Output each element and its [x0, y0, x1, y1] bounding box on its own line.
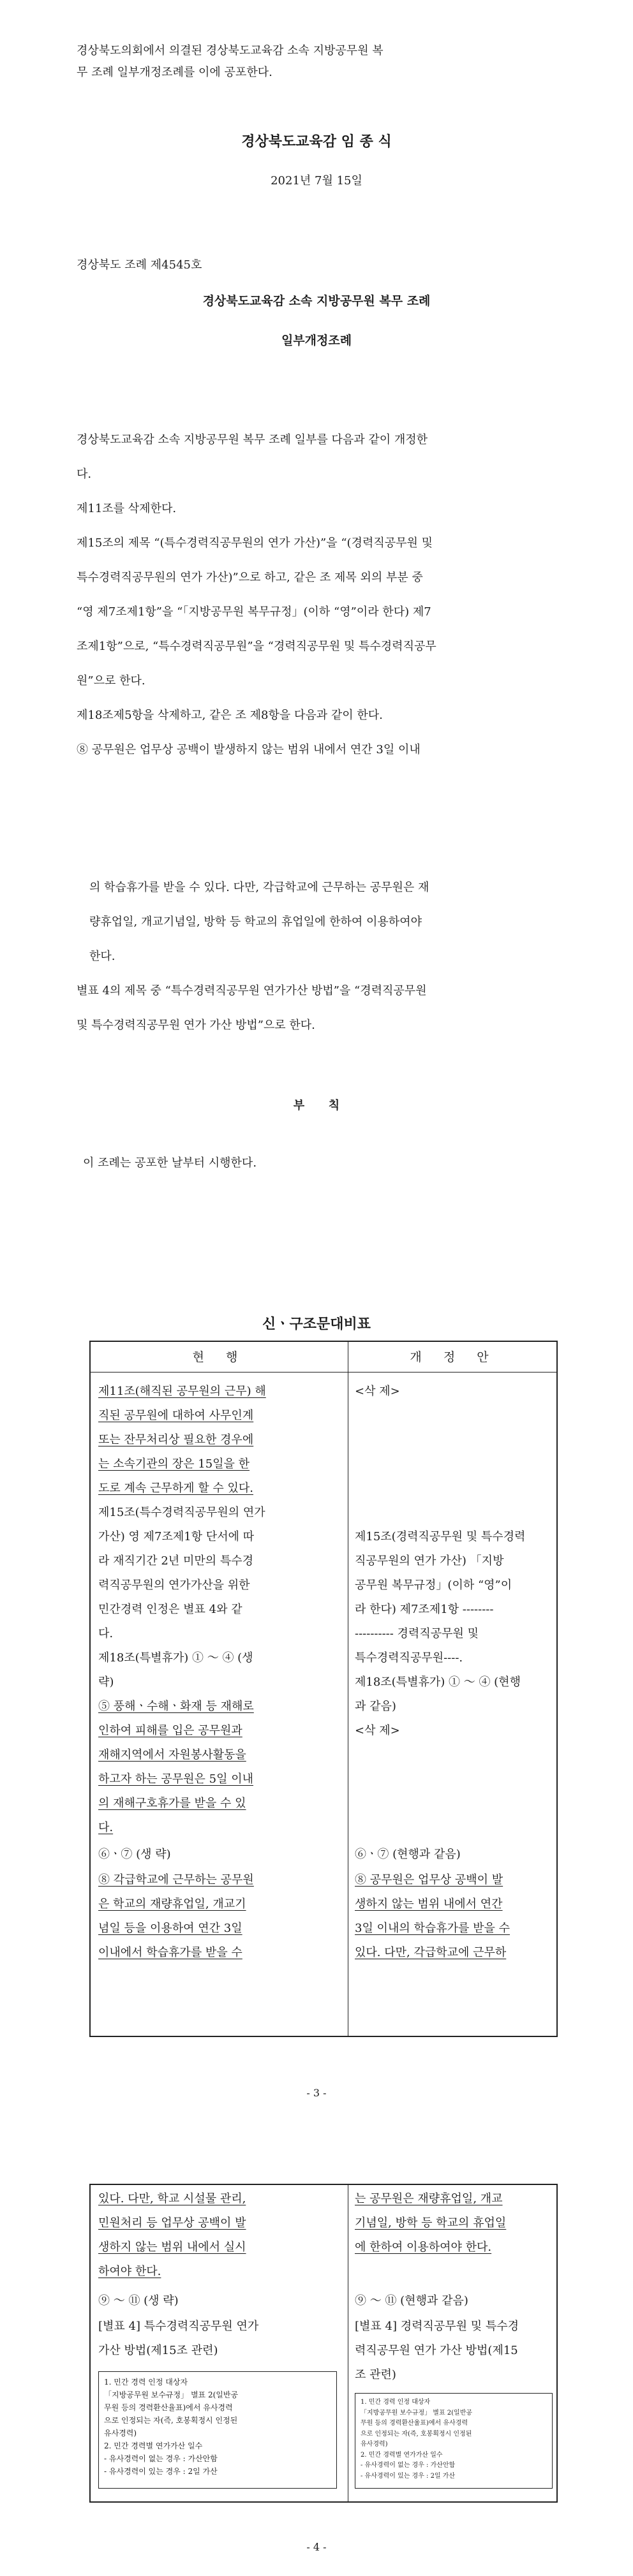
- table-line: 생하지 않는 범위 내에서 연간: [355, 1897, 503, 1911]
- table-line: 직된 공무원에 대하여 사무인계: [98, 1409, 254, 1422]
- table-line: [별표 4] 특수경력직공무원 연가: [98, 2320, 259, 2333]
- table-line: 은 학교의 재량휴업일, 개교기: [98, 1897, 246, 1911]
- table-line: 략): [98, 1675, 114, 1689]
- supplement-text: 이 조례는 공포한 날부터 시행한다.: [83, 1156, 257, 1170]
- signature: 경상북도교육감 임 종 식: [241, 133, 392, 150]
- table-line: 력직공무원 연가 가산 방법(제15: [355, 2344, 518, 2357]
- table-line: 생하지 않는 범위 내에서 실시: [98, 2241, 246, 2254]
- table-line: 민간경력 인정은 별표 4와 같: [98, 1603, 242, 1616]
- annex-note-amended: [355, 2393, 553, 2489]
- table-line: 3일 이내의 학습휴가를 받을 수: [355, 1922, 510, 1935]
- intro-line-1: 경상북도의회에서 의결된 경상북도교육감 소속 지방공무원 복: [77, 44, 384, 57]
- comparison-heading: 신ㆍ구조문대비표: [262, 1316, 371, 1332]
- table-line: 있다. 다만, 학교 시설물 관리,: [98, 2192, 246, 2205]
- note-line: 1. 민간 경력 인정 대상자: [104, 2378, 188, 2387]
- table-line: 조 관련): [355, 2368, 396, 2381]
- table-line: 이내에서 학습휴가를 받을 수: [98, 1946, 242, 1959]
- note-line: 무원 등의 경력환산율표)에서 유사경력: [104, 2403, 233, 2412]
- table-line: 라 한다) 제7조제1항 --------: [355, 1603, 494, 1616]
- body-line: 별표 4의 제목 중 “특수경력직공무원 연가가산 방법”을 “경력직공무원: [77, 984, 427, 997]
- table-line: 하고자 하는 공무원은 5일 이내: [98, 1772, 253, 1786]
- note-line: 2. 민간 경력별 연가가산 일수: [361, 2451, 443, 2459]
- body-line: ⑧ 공무원은 업무상 공백이 발생하지 않는 범위 내에서 연간 3일 이내: [77, 743, 421, 756]
- table-line: 또는 잔무처리상 필요한 경우에: [98, 1433, 254, 1446]
- body-line: 다.: [77, 467, 92, 481]
- amended-column: [348, 1373, 556, 2036]
- table-line: ⑧ 공무원은 업무상 공백이 발: [355, 1873, 503, 1887]
- body-line: 의 학습휴가를 받을 수 있다. 다만, 각급학교에 근무하는 공무원은 재: [89, 881, 429, 894]
- table-line: ⑤ 풍해ㆍ수해ㆍ화재 등 재해로: [98, 1700, 254, 1713]
- current-column: [91, 1373, 348, 2036]
- table-line: 기념일, 방학 등 학교의 휴업일: [355, 2216, 507, 2230]
- table-line: <삭 제>: [355, 1724, 400, 1737]
- ordinance-number: 경상북도 조례 제4545호: [77, 258, 202, 272]
- body-line: 제15조의 제목 “(특수경력직공무원의 연가 가산)”을 “(경력직공무원 및: [77, 536, 433, 550]
- table-line: 특수경력직공무원----.: [355, 1651, 463, 1665]
- note-line: 2. 민간 경력별 연가가산 일수: [104, 2441, 203, 2450]
- table-line: 공무원 복무규정」(이하 “영”이: [355, 1579, 512, 1592]
- body-line: “영 제7조제1항”을 “「지방공무원 복무규정」(이하 “영”이라 한다) 제7: [77, 605, 431, 619]
- note-line: 유사경력): [104, 2429, 137, 2438]
- page-number-4: - 4 -: [306, 2541, 327, 2553]
- table-line: 과 같음): [355, 1700, 396, 1713]
- comparison-table-page4: [89, 2184, 558, 2503]
- note-line: 으로 인정되는 자(즉, 호봉획정시 인정된: [104, 2416, 238, 2425]
- page-number-3: - 3 -: [306, 2087, 327, 2099]
- table-line: 인하여 피해를 입은 공무원과: [98, 1724, 242, 1737]
- note-line: - 유사경력이 있는 경우 : 2일 가산: [104, 2467, 218, 2476]
- table-line: 다.: [98, 1821, 114, 1834]
- note-line: 유사경력): [361, 2441, 388, 2448]
- table-header: [91, 1342, 556, 1373]
- table-line: 제18조(특별휴가) ① ～ ④ (현행: [355, 1675, 521, 1689]
- table-line: 민원처리 등 업무상 공백이 발: [98, 2216, 246, 2230]
- current-column: [91, 2185, 348, 2501]
- intro-line-2: 무 조례 일부개정조례를 이에 공포한다.: [77, 66, 272, 79]
- body-line: 제18조제5항을 삭제하고, 같은 조 제8항을 다음과 같이 한다.: [77, 709, 383, 722]
- note-line: - 유사경력이 있는 경우 : 2일 가산: [361, 2472, 456, 2480]
- table-line: 의 재해구호휴가를 받을 수 있: [98, 1797, 246, 1810]
- header-current: 현 행: [192, 1350, 247, 1364]
- table-line: 가산) 영 제7조제1항 단서에 따: [98, 1530, 255, 1543]
- note-line: 「지방공무원 보수규정」 별표 2(일반공: [361, 2409, 473, 2417]
- ordinance-title-line-1: 경상북도교육감 소속 지방공무원 복무 조례: [202, 294, 431, 308]
- table-line: ⑥ㆍ⑦ (현행과 같음): [355, 1848, 461, 1861]
- promulgation-date: 2021년 7월 15일: [271, 174, 362, 188]
- table-line: 직공무원의 연가 가산) 「지방: [355, 1554, 504, 1568]
- table-line: <삭 제>: [355, 1385, 400, 1398]
- amended-column: [348, 2185, 556, 2501]
- note-line: 으로 인정되는 자(즉, 호봉획정시 인정된: [361, 2430, 472, 2438]
- comparison-table-page3: [89, 1341, 558, 2037]
- table-line: 제15조(경력직공무원 및 특수경력: [355, 1530, 526, 1543]
- note-line: 무원 등의 경력환산율표)에서 유사경력: [361, 2420, 468, 2427]
- table-line: 제11조(해직된 공무원의 근무) 해: [98, 1385, 266, 1398]
- table-line: 념일 등을 이용하여 연간 3일: [98, 1922, 242, 1935]
- note-line: - 유사경력이 없는 경우 : 가산안함: [361, 2462, 456, 2469]
- body-line: 량휴업일, 개교기념일, 방학 등 학교의 휴업일에 한하여 이용하여야: [89, 915, 422, 929]
- table-line: ---------- 경력직공무원 및: [355, 1627, 479, 1640]
- body-line: 특수경력직공무원의 연가 가산)”으로 하고, 같은 조 제목 외의 부분 중: [77, 571, 423, 584]
- table-line: 라 재직기간 2년 미만의 특수경: [98, 1554, 253, 1568]
- table-line: 는 공무원은 재량휴업일, 개교: [355, 2192, 503, 2205]
- table-line: [별표 4] 경력직공무원 및 특수경: [355, 2320, 519, 2333]
- table-line: ⑨ ～ ⑪ (현행과 같음): [355, 2294, 468, 2307]
- header-amended: 개 정 안: [410, 1350, 498, 1364]
- table-line: ⑧ 각급학교에 근무하는 공무원: [98, 1873, 254, 1887]
- table-line: 가산 방법(제15조 관련): [98, 2344, 218, 2357]
- note-line: 「지방공무원 보수규정」 별표 2(일반공: [104, 2390, 239, 2399]
- table-line: 있다. 다만, 각급학교에 근무하: [355, 1946, 507, 1959]
- note-line: 1. 민간 경력 인정 대상자: [361, 2399, 431, 2406]
- table-line: 제15조(특수경력직공무원의 연가: [98, 1506, 265, 1519]
- table-line: 다.: [98, 1627, 114, 1640]
- body-line: 조제1항”으로, “특수경력직공무원”을 “경력직공무원 및 특수경력직공무: [77, 640, 436, 653]
- table-line: 에 한하여 이용하여야 한다.: [355, 2241, 492, 2254]
- table-line: 제18조(특별휴가) ① ～ ④ (생: [98, 1651, 253, 1665]
- note-line: - 유사경력이 없는 경우 : 가산안함: [104, 2454, 218, 2463]
- body-line: 제11조를 삭제한다.: [77, 502, 177, 515]
- annex-note-current: [98, 2371, 337, 2489]
- table-line: 력직공무원의 연가가산을 위한: [98, 1579, 250, 1592]
- ordinance-title-line-2: 일부개정조례: [281, 334, 352, 348]
- body-line: 및 특수경력직공무원 연가 가산 방법”으로 한다.: [77, 1019, 315, 1032]
- body-line: 경상북도교육감 소속 지방공무원 복무 조례 일부를 다음과 같이 개정한: [77, 433, 428, 446]
- table-line: 하여야 한다.: [98, 2265, 161, 2278]
- table-line: 는 소속기관의 장은 15일을 한: [98, 1457, 250, 1471]
- supplement-title: 부 칙: [293, 1099, 340, 1112]
- table-line: 도로 계속 근무하게 할 수 있다.: [98, 1482, 253, 1495]
- table-line: ⑥ㆍ⑦ (생 략): [98, 1848, 171, 1861]
- table-line: ⑨ ～ ⑪ (생 략): [98, 2294, 179, 2307]
- body-line: 한다.: [89, 950, 115, 963]
- table-line: 재해지역에서 자원봉사활동을: [98, 1748, 246, 1762]
- body-line: 원”으로 한다.: [77, 674, 145, 688]
